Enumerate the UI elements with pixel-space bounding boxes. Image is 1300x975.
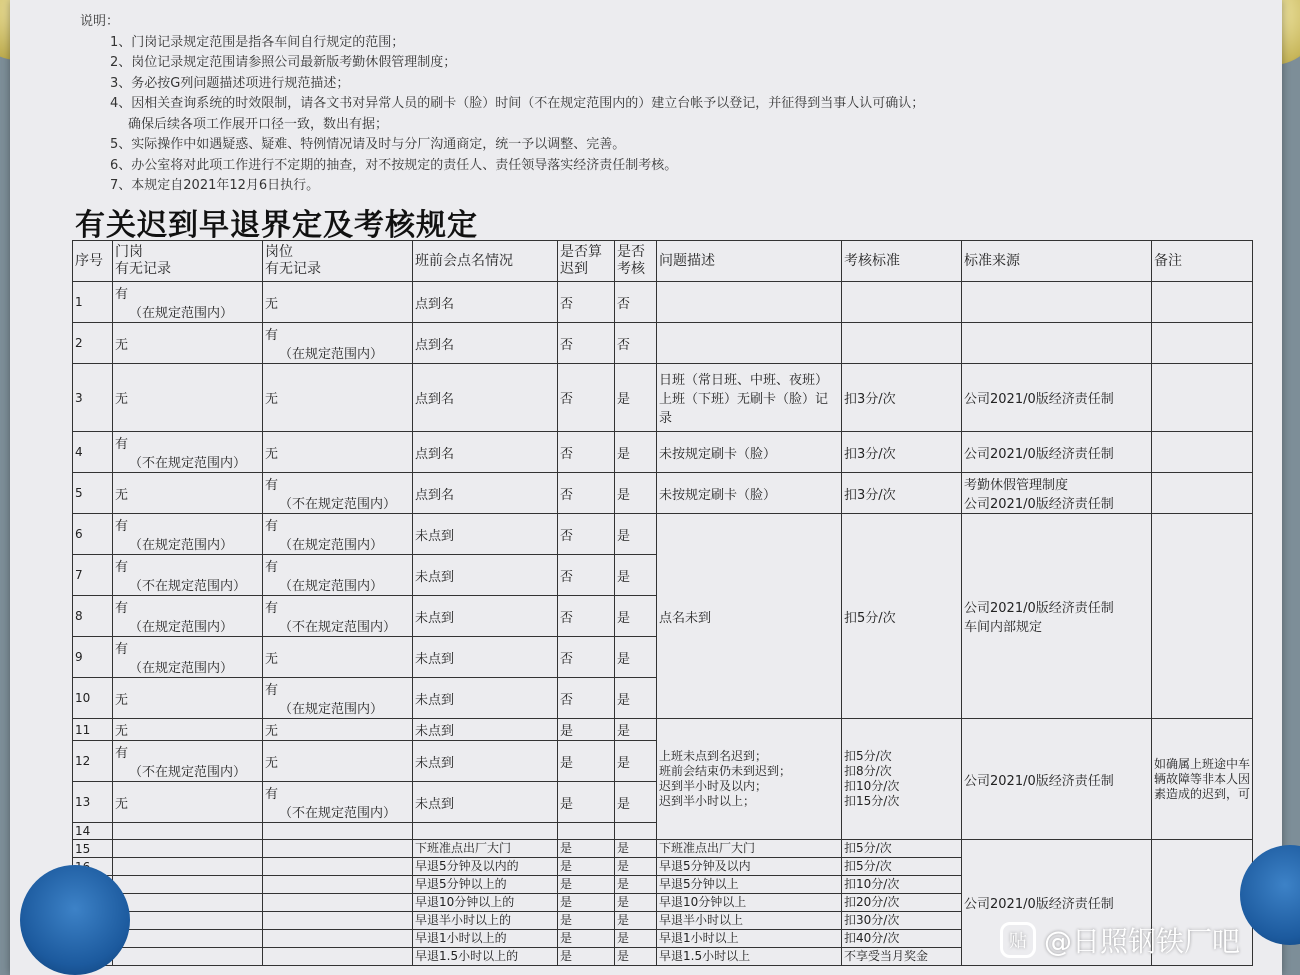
table-cell: 否: [558, 473, 615, 514]
table-cell: 公司2021/0版经济责任制: [962, 364, 1152, 432]
header-desc: 问题描述: [657, 241, 842, 282]
note-item: 1、门岗记录规定范围是指各车间自行规定的范围；: [110, 34, 405, 50]
watermark-text: @日照钢铁厂吧: [1044, 925, 1241, 958]
table-cell: [657, 282, 842, 323]
table-cell: 公司2021/0版经济责任制 车间内部规定: [962, 514, 1152, 719]
table-cell: 是: [558, 930, 615, 948]
table-cell: 公司2021/0版经济责任制: [962, 840, 1152, 966]
note-item: 4、因相关查询系统的时效限制，请各文书对异常人员的刷卡（脸）时间（不在规定范围内的）建立台帐予以登记，并征得到当事人认可确认；: [110, 96, 925, 111]
table-cell: 无: [263, 432, 413, 473]
table-cell: 是: [615, 473, 657, 514]
table-cell: 14: [73, 823, 113, 840]
table-row: [73, 323, 1253, 364]
table-cell: 否: [558, 596, 615, 637]
table-cell: 无: [113, 782, 263, 823]
note-item: 2、岗位记录规定范围请参照公司最新版考勤休假管理制度；: [110, 55, 457, 70]
table-cell: 是: [615, 948, 657, 966]
table-cell: 早退5分钟以上: [657, 876, 842, 894]
table-cell: 12: [73, 741, 113, 782]
table-cell: 是: [558, 876, 615, 894]
table-cell: 无: [113, 678, 263, 719]
table-cell: 上班未点到名迟到； 班前会结束仍未到迟到； 迟到半小时及以内； 迟到半小时以上；: [657, 719, 842, 840]
table-cell: 早退1小时以上的: [413, 930, 558, 948]
table-cell: 早退半小时以上的: [413, 912, 558, 930]
table-row: [73, 473, 1253, 514]
table-cell: 是: [558, 912, 615, 930]
table-cell: 是: [558, 948, 615, 966]
table-cell: 公司2021/0版经济责任制: [962, 432, 1152, 473]
table-cell: 否: [615, 323, 657, 364]
table-cell: 扣5分/次: [842, 858, 962, 876]
table-cell: [263, 930, 413, 948]
table-cell: 考勤休假管理制度 公司2021/0版经济责任制: [962, 473, 1152, 514]
table-cell: 下班准点出厂大门: [657, 840, 842, 858]
table-cell: [962, 323, 1152, 364]
table-cell: 扣5分/次: [842, 840, 962, 858]
table-cell: [113, 912, 263, 930]
table-cell: 无: [113, 473, 263, 514]
notes-label: 说明：: [80, 14, 120, 29]
table-cell: [657, 323, 842, 364]
table-cell: 15: [73, 840, 113, 858]
table-row: [73, 719, 1253, 741]
table-cell: 下班准点出厂大门: [413, 840, 558, 858]
table-cell: [1152, 282, 1253, 323]
table-cell: 是: [615, 364, 657, 432]
header-gate: 门岗 有无记录: [113, 241, 263, 282]
table-cell: 11: [73, 719, 113, 741]
table-cell: 扣40分/次: [842, 930, 962, 948]
table-cell: [113, 858, 263, 876]
table-cell: 13: [73, 782, 113, 823]
table-cell: 早退半小时以上: [657, 912, 842, 930]
table-cell: 7: [73, 555, 113, 596]
table-cell: 有 （不在规定范围内）: [113, 432, 263, 473]
table-cell: [263, 823, 413, 840]
table-cell: 扣5分/次: [842, 514, 962, 719]
watermark: [1000, 920, 1240, 960]
table-cell: [263, 894, 413, 912]
table-cell: 未点到: [413, 741, 558, 782]
table-cell: 2: [73, 323, 113, 364]
table-cell: 扣30分/次: [842, 912, 962, 930]
table-cell: 早退1.5小时以上: [657, 948, 842, 966]
table-cell: 有 （在规定范围内）: [113, 514, 263, 555]
table-cell: 否: [558, 678, 615, 719]
table-cell: 早退10分钟以上: [657, 894, 842, 912]
table-cell: 是: [558, 894, 615, 912]
table-cell: 是: [615, 912, 657, 930]
note-item: 7、本规定自2021年12月6日执行。: [110, 178, 320, 193]
table-cell: 早退10分钟以上的: [413, 894, 558, 912]
table-cell: 1: [73, 282, 113, 323]
table-cell: 是: [558, 719, 615, 741]
table-cell: 是: [615, 894, 657, 912]
table-cell: [1152, 432, 1253, 473]
header-assess: 是否 考核: [615, 241, 657, 282]
table-cell: 有 （不在规定范围内）: [113, 555, 263, 596]
table-cell: [1152, 323, 1253, 364]
table-cell: 点到名: [413, 432, 558, 473]
table-cell: 有 （不在规定范围内）: [113, 741, 263, 782]
table-cell: 是: [615, 596, 657, 637]
table-cell: [263, 948, 413, 966]
table-cell: [113, 840, 263, 858]
table-cell: 否: [558, 364, 615, 432]
header-source: 标准来源: [962, 241, 1152, 282]
table-cell: 是: [615, 840, 657, 858]
table-cell: 5: [73, 473, 113, 514]
table-cell: 扣3分/次: [842, 432, 962, 473]
table-row: [73, 432, 1253, 473]
rules-table: [72, 240, 1253, 966]
table-cell: 未点到: [413, 555, 558, 596]
table-cell: 有 （不在规定范围内）: [263, 473, 413, 514]
table-cell: 是: [615, 782, 657, 823]
table-cell: 是: [558, 782, 615, 823]
table-cell: 点到名: [413, 473, 558, 514]
note-item: 确保后续各项工作展开口径一致，数出有据；: [128, 116, 389, 132]
table-cell: [263, 876, 413, 894]
table-cell: [842, 282, 962, 323]
table-cell: 有 （在规定范围内）: [263, 514, 413, 555]
header-post: 岗位 有无记录: [263, 241, 413, 282]
table-cell: 未点到: [413, 637, 558, 678]
header-late: 是否算 迟到: [558, 241, 615, 282]
table-cell: 早退5分钟及以内的: [413, 858, 558, 876]
table-cell: [113, 948, 263, 966]
table-row: [73, 364, 1253, 432]
table-cell: 是: [615, 858, 657, 876]
table-cell: 是: [615, 678, 657, 719]
table-cell: 未点到: [413, 678, 558, 719]
table-cell: 无: [263, 364, 413, 432]
table-cell: 10: [73, 678, 113, 719]
table-cell: 无: [113, 719, 263, 741]
table-cell: 未点到: [413, 596, 558, 637]
table-row: [73, 514, 1253, 555]
table-row: [73, 840, 1253, 858]
table-cell: 是: [615, 432, 657, 473]
table-cell: [113, 930, 263, 948]
table-cell: 如确属上班途中车辆故障等非本人因素造成的迟到，可: [1152, 719, 1253, 840]
table-cell: [1152, 364, 1253, 432]
blue-magnet: [20, 865, 130, 975]
table-cell: 未按规定刷卡（脸）: [657, 432, 842, 473]
tieba-logo-icon: 贴: [1000, 922, 1036, 958]
table-cell: 无: [263, 637, 413, 678]
table-cell: [962, 282, 1152, 323]
table-cell: [1152, 473, 1253, 514]
table-cell: 有 （在规定范围内）: [263, 555, 413, 596]
table-cell: 未按规定刷卡（脸）: [657, 473, 842, 514]
table-cell: [263, 912, 413, 930]
table-cell: 是: [615, 930, 657, 948]
table-cell: 早退5分钟以上的: [413, 876, 558, 894]
table-cell: 是: [615, 514, 657, 555]
table-cell: 无: [263, 282, 413, 323]
table-cell: 公司2021/0版经济责任制: [962, 719, 1152, 840]
table-cell: 是: [558, 741, 615, 782]
table-cell: 8: [73, 596, 113, 637]
table-cell: 点到名: [413, 282, 558, 323]
table-cell: 扣5分/次 扣8分/次 扣10分/次 扣15分/次: [842, 719, 962, 840]
table-header-row: [73, 241, 1253, 282]
table-cell: 否: [558, 432, 615, 473]
table-cell: 未点到: [413, 514, 558, 555]
table-cell: 未点到: [413, 782, 558, 823]
table-cell: [113, 876, 263, 894]
table-cell: [413, 823, 558, 840]
problem-description: 日班（常日班、中班、夜班）上班（下班）无刷卡（脸）记录: [657, 364, 842, 432]
table-cell: 是: [615, 876, 657, 894]
table-cell: 是: [615, 637, 657, 678]
table-cell: 早退1.5小时以上的: [413, 948, 558, 966]
table-cell: [842, 323, 962, 364]
table-cell: 扣3分/次: [842, 473, 962, 514]
table-cell: 未点到: [413, 719, 558, 741]
table-cell: 是: [615, 555, 657, 596]
table-cell: 否: [558, 514, 615, 555]
table-cell: 否: [558, 282, 615, 323]
table-cell: [615, 823, 657, 840]
table-cell: 有 （在规定范围内）: [113, 282, 263, 323]
table-cell: 是: [558, 858, 615, 876]
table-cell: 点到名: [413, 323, 558, 364]
table-cell: 早退1小时以上: [657, 930, 842, 948]
table-cell: 否: [615, 282, 657, 323]
table-cell: 有 （在规定范围内）: [113, 637, 263, 678]
table-cell: [263, 858, 413, 876]
table-cell: [558, 823, 615, 840]
table-cell: 早退5分钟及以内: [657, 858, 842, 876]
table-cell: 9: [73, 637, 113, 678]
header-seq: 序号: [73, 241, 113, 282]
table-cell: 否: [558, 555, 615, 596]
header-rollcall: 班前会点名情况: [413, 241, 558, 282]
header-remark: 备注: [1152, 241, 1253, 282]
table-cell: 点名未到: [657, 514, 842, 719]
table-cell: [1152, 514, 1253, 719]
table-cell: 4: [73, 432, 113, 473]
table-cell: 无: [263, 719, 413, 741]
table-cell: 无: [113, 364, 263, 432]
table-cell: 有 （不在规定范围内）: [263, 782, 413, 823]
table-cell: 有 （在规定范围内）: [113, 596, 263, 637]
note-item: 5、实际操作中如遇疑惑、疑难、特例情况请及时与分厂沟通商定，统一予以调整、完善。: [110, 137, 626, 152]
table-cell: 不享受当月奖金: [842, 948, 962, 966]
table-cell: 是: [615, 719, 657, 741]
table-cell: [263, 840, 413, 858]
note-item: 6、办公室将对此项工作进行不定期的抽查，对不按规定的责任人、责任领导落实经济责任制考核。: [110, 157, 678, 173]
table-cell: 扣20分/次: [842, 894, 962, 912]
table-cell: 有 （在规定范围内）: [263, 678, 413, 719]
header-standard: 考核标准: [842, 241, 962, 282]
table-cell: 无: [263, 741, 413, 782]
document-title: 有关迟到早退界定及考核规定: [75, 208, 478, 243]
table-cell: 是: [615, 741, 657, 782]
table-cell: 扣3分/次: [842, 364, 962, 432]
table-cell: [113, 894, 263, 912]
table-cell: 是: [558, 840, 615, 858]
table-row: [73, 282, 1253, 323]
table-cell: 有 （不在规定范围内）: [263, 596, 413, 637]
table-cell: 6: [73, 514, 113, 555]
table-cell: 否: [558, 323, 615, 364]
table-cell: 3: [73, 364, 113, 432]
table-cell: 有 （在规定范围内）: [263, 323, 413, 364]
note-item: 3、务必按G列问题描述项进行规范描述；: [110, 75, 350, 91]
table-cell: [113, 823, 263, 840]
table-cell: 点到名: [413, 364, 558, 432]
table-cell: 否: [558, 637, 615, 678]
notes-section: [80, 12, 924, 197]
table-cell: 无: [113, 323, 263, 364]
table-cell: 扣10分/次: [842, 876, 962, 894]
